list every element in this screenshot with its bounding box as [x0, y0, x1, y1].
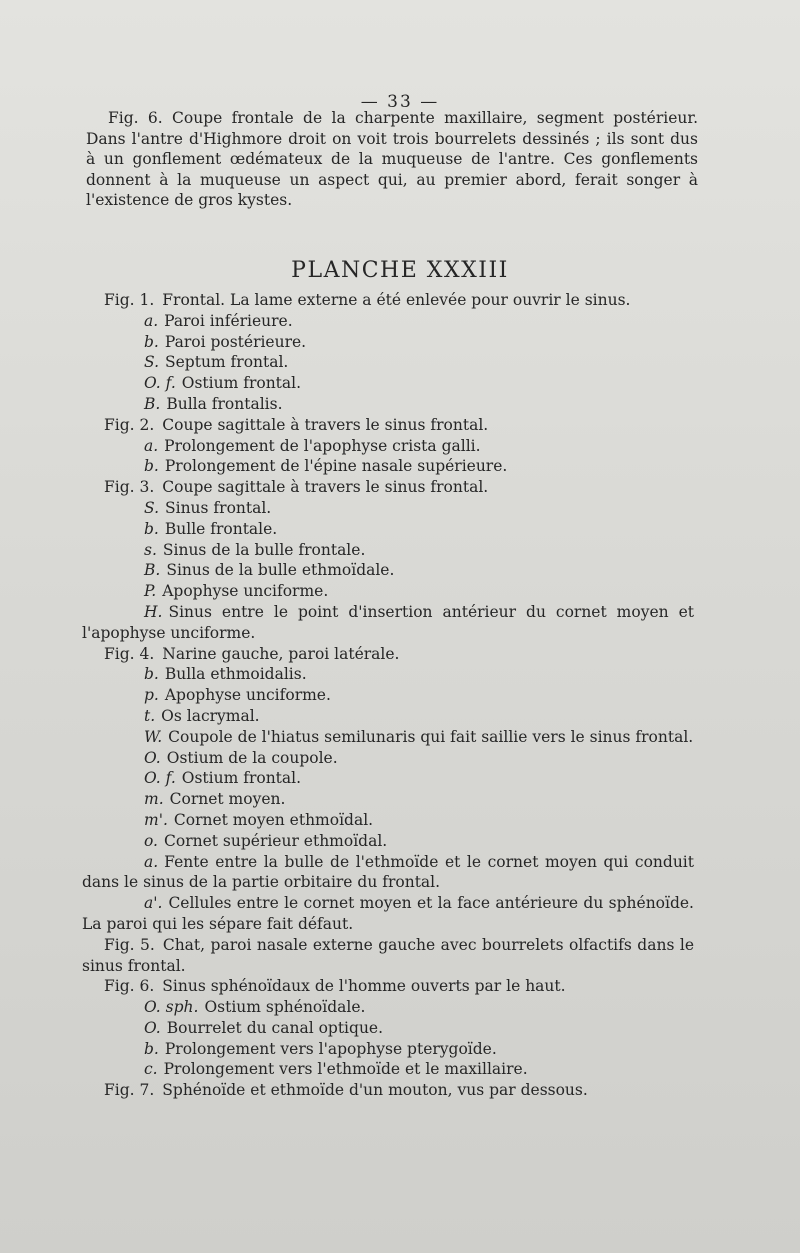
legend-text: Prolongement de l'apophyse crista galli. — [164, 436, 481, 455]
legend-item — [82, 352, 694, 373]
legend-letter: b. — [144, 519, 159, 538]
figure-entry — [82, 644, 694, 665]
legend-text: Cornet supérieur ethmoïdal. — [164, 831, 388, 850]
legend-item — [82, 436, 694, 457]
figure-label: Fig. 5. — [104, 935, 155, 954]
figure-label: Fig. 1. — [104, 291, 155, 309]
intro-paragraph — [86, 108, 698, 211]
legend-text: Cornet moyen. — [169, 790, 286, 809]
legend-item — [82, 727, 694, 748]
legend-letter: c. — [144, 1060, 158, 1079]
legend-letter: b. — [144, 665, 159, 684]
legend-letter: O. — [144, 748, 161, 767]
legend-text: Ostium de la coupole. — [166, 748, 338, 767]
legend-item — [82, 748, 694, 769]
legend-letter: a'. — [144, 894, 163, 913]
legend-text: Sphénoïde et ethmoïde d'un mouton, vus par dessous. — [162, 1081, 588, 1100]
legend-item — [82, 560, 694, 581]
legend-text: Narine gauche, paroi latérale. — [162, 644, 400, 663]
figure-entry — [82, 935, 694, 977]
legend-letter: o. — [144, 831, 158, 850]
legend-letter: B. — [144, 394, 161, 413]
legend-text: Bourrelet du canal optique. — [166, 1018, 384, 1037]
legend-letter: b. — [144, 1039, 159, 1058]
legend-item — [82, 540, 694, 561]
legend-item — [82, 685, 694, 706]
figure-entry — [82, 477, 694, 498]
figure-label: Fig. 3. — [104, 478, 155, 497]
legend-text: Cornet moyen ethmoïdal. — [173, 810, 374, 829]
legend-letter: O. f. — [144, 769, 176, 788]
legend-item — [82, 519, 694, 540]
intro-figure-label: Fig. 6. — [108, 109, 163, 127]
legend-item — [82, 311, 694, 332]
legend-letter: H. — [144, 602, 163, 621]
legend-item — [82, 664, 694, 685]
legend-letter: S. — [144, 498, 159, 517]
intro-text: Coupe frontale de la charpente maxillaire, segment postérieur. Dans l'antre d'Highmore droit on voit trois bourrelets dessinés ; ils sont dus à un gonflement œdémateux de la muqueuse de l'antre. Ces gonflements donnent à la muqueuse un aspect qui, au premier abord, ferait songer à l'existence de gros kystes. — [86, 109, 699, 209]
legend-letter: S. — [144, 353, 159, 372]
legend-list — [82, 290, 694, 1101]
legend-text: Sinus sphénoïdaux de l'homme ouverts par le haut. — [162, 977, 566, 996]
legend-letter: P. — [144, 582, 157, 601]
legend-text: Os lacrymal. — [161, 706, 260, 725]
legend-item — [82, 810, 694, 831]
legend-letter: b. — [144, 457, 159, 476]
figure-entry — [82, 290, 694, 311]
legend-item — [82, 1018, 694, 1039]
figure-entry — [82, 976, 694, 997]
planche-title: PLANCHE XXXIII — [291, 258, 509, 283]
figure-entry — [82, 1080, 694, 1101]
legend-text: Sinus de la bulle ethmoïdale. — [166, 561, 395, 580]
legend-letter: a. — [144, 436, 159, 455]
legend-letter: O. — [144, 1018, 161, 1037]
legend-item — [82, 581, 694, 602]
legend-text: Coupe sagittale à travers le sinus frontal. — [162, 478, 489, 497]
legend-text: Cellules entre le cornet moyen et la face antérieure du sphénoïde. La paroi qui les sépare fait défaut. — [82, 894, 694, 933]
legend-letter: t. — [144, 706, 156, 725]
legend-text: Coupole de l'hiatus semilunaris qui fait saillie vers le sinus frontal. — [168, 727, 694, 746]
legend-letter: a. — [144, 311, 159, 330]
legend-text: Septum frontal. — [165, 353, 289, 372]
legend-letter: p. — [144, 686, 159, 705]
legend-text: Bulla frontalis. — [166, 394, 283, 413]
legend-text: Frontal. La lame externe a été enlevée pour ouvrir le sinus. — [162, 291, 631, 309]
legend-letter: a. — [144, 852, 159, 871]
legend-letter: B. — [144, 561, 161, 580]
legend-text: Bulle frontale. — [164, 519, 278, 538]
legend-text: Prolongement vers l'apophyse pterygoïde. — [164, 1039, 497, 1058]
legend-letter: W. — [144, 727, 163, 746]
legend-text: Sinus entre le point d'insertion antérieur du cornet moyen et l'apophyse unciforme. — [82, 602, 694, 642]
figure-label: Fig. 7. — [104, 1081, 155, 1100]
legend-letter: O. sph. — [144, 998, 199, 1017]
legend-item — [82, 997, 694, 1018]
legend-text: Prolongement de l'épine nasale supérieure. — [164, 457, 508, 476]
legend-text: Fente entre la bulle de l'ethmoïde et le cornet moyen qui conduit dans le sinus de la partie orbitaire du frontal. — [82, 852, 694, 892]
legend-letter: O. f. — [144, 374, 176, 393]
legend-text: Bulla ethmoidalis. — [164, 665, 307, 684]
legend-item — [82, 332, 694, 353]
figure-label: Fig. 4. — [104, 644, 155, 663]
figure-entry — [82, 415, 694, 436]
legend-text: Paroi postérieure. — [164, 332, 307, 351]
legend-item — [82, 373, 694, 394]
legend-item — [82, 768, 694, 789]
legend-text: Apophyse unciforme. — [164, 686, 331, 705]
legend-letter: m'. — [144, 810, 168, 829]
legend-text: Paroi inférieure. — [164, 311, 293, 330]
legend-text: Ostium frontal. — [181, 374, 302, 393]
legend-text: Prolongement vers l'ethmoïde et le maxillaire. — [163, 1060, 528, 1079]
legend-item — [82, 893, 694, 935]
legend-text: Sinus frontal. — [165, 498, 272, 517]
legend-letter: s. — [144, 540, 157, 559]
legend-text: Chat, paroi nasale externe gauche avec bourrelets olfactifs dans le sinus frontal. — [82, 935, 694, 975]
legend-letter: m. — [144, 790, 164, 809]
legend-item — [82, 706, 694, 727]
legend-text: Coupe sagittale à travers le sinus frontal. — [162, 415, 489, 434]
legend-item — [82, 852, 694, 894]
legend-item — [82, 456, 694, 477]
legend-item — [82, 831, 694, 852]
legend-text: Apophyse unciforme. — [162, 582, 329, 601]
legend-item — [82, 1039, 694, 1060]
legend-text: Sinus de la bulle frontale. — [162, 540, 366, 559]
figure-label: Fig. 2. — [104, 415, 155, 434]
legend-item — [82, 789, 694, 810]
legend-item — [82, 394, 694, 415]
legend-text: Ostium sphénoïdale. — [204, 998, 366, 1017]
legend-item — [82, 1059, 694, 1080]
legend-item — [82, 602, 694, 644]
page-number: — 33 — — [360, 92, 440, 112]
legend-item — [82, 498, 694, 519]
legend-text: Ostium frontal. — [181, 769, 302, 788]
figure-label: Fig. 6. — [104, 977, 155, 996]
legend-letter: b. — [144, 332, 159, 351]
